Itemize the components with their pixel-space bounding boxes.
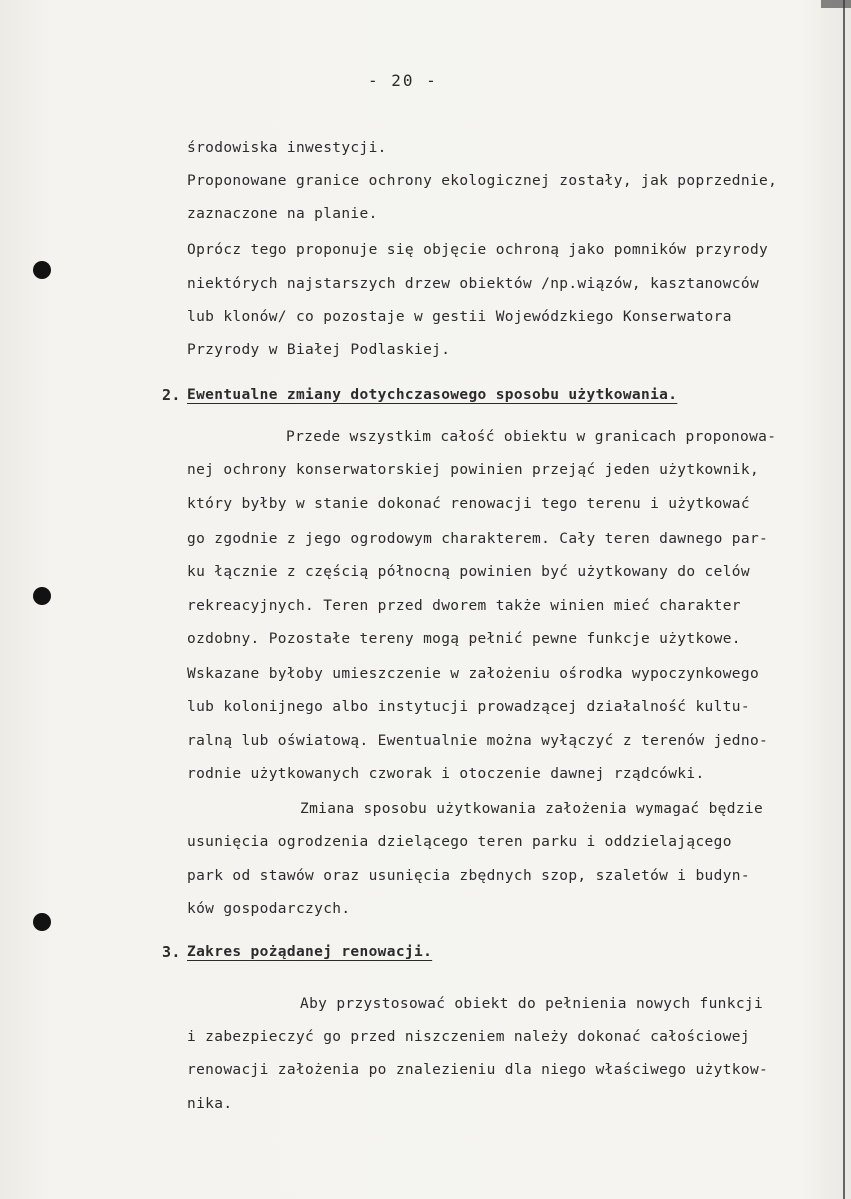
text-line: i zabezpieczyć go przed niszczeniem należy dokonać całościowej bbox=[187, 1029, 750, 1045]
text-line: nej ochrony konserwatorskiej powinien przejąć jeden użytkownik, bbox=[187, 462, 760, 478]
text-line: Przyrody w Białej Podlaskiej. bbox=[187, 342, 451, 358]
text-line: nika. bbox=[187, 1096, 233, 1112]
text-line: go zgodnie z jego ogrodowym charakterem. Cały teren dawnego par- bbox=[187, 531, 769, 547]
text-line: Oprócz tego proponuje się objęcie ochroną jako pomników przyrody bbox=[187, 242, 769, 258]
text-line: ralną lub oświatową. Ewentualnie można wyłączyć z terenów jedno- bbox=[187, 733, 769, 749]
text-line: lub klonów/ co pozostaje w gestii Wojewódzkiego Konserwatora bbox=[187, 309, 732, 325]
section-heading: Zakres pożądanej renowacji. bbox=[187, 944, 433, 960]
text-line: Wskazane byłoby umieszczenie w założeniu ośrodka wypoczynkowego bbox=[187, 666, 760, 682]
text-line: lub kolonijnego albo instytucji prowadzącej działalność kultu- bbox=[187, 699, 750, 715]
text-line: niektórych najstarszych drzew obiektów /np.wiązów, kasztanowców bbox=[187, 276, 760, 292]
text-line: ku łącznie z częścią północną powinien być użytkowany do celów bbox=[187, 564, 750, 580]
text-line: renowacji założenia po znalezieniu dla niego właściwego użytkow- bbox=[187, 1062, 769, 1078]
text-line: Zmiana sposobu użytkowania założenia wymagać będzie bbox=[300, 801, 764, 817]
text-line: ozdobny. Pozostałe tereny mogą pełnić pewne funkcje użytkowe. bbox=[187, 631, 741, 647]
text-line: park od stawów oraz usunięcia zbędnych szop, szaletów i budyn- bbox=[187, 868, 750, 884]
text-line: rodnie użytkowanych czworak i otoczenie dawnej rządcówki. bbox=[187, 766, 705, 782]
punch-hole bbox=[33, 913, 51, 931]
text-line: który byłby w stanie dokonać renowacji tego terenu i użytkować bbox=[187, 496, 750, 512]
text-line: rekreacyjnych. Teren przed dworem także winien mieć charakter bbox=[187, 598, 741, 614]
punch-hole bbox=[33, 261, 51, 279]
page-number: - 20 - bbox=[368, 71, 438, 90]
text-line: zaznaczone na planie. bbox=[187, 206, 378, 222]
section-heading: Ewentualne zmiany dotychczasowego sposobu użytkowania. bbox=[187, 387, 678, 403]
scan-edge-top bbox=[821, 0, 851, 8]
text-line: Przede wszystkim całość obiektu w granicach proponowa- bbox=[286, 429, 777, 445]
scan-edge-right bbox=[843, 0, 845, 1199]
text-line: środowiska inwestycji. bbox=[187, 140, 387, 156]
section-number: 3. bbox=[162, 943, 181, 961]
text-line: usunięcia ogrodzenia dzielącego teren parku i oddzielającego bbox=[187, 834, 732, 850]
text-line: ków gospodarczych. bbox=[187, 901, 351, 917]
punch-hole bbox=[33, 587, 51, 605]
text-line: Proponowane granice ochrony ekologicznej zostały, jak poprzednie, bbox=[187, 173, 778, 189]
text-line: Aby przystosować obiekt do pełnienia nowych funkcji bbox=[300, 996, 764, 1012]
section-number: 2. bbox=[162, 386, 181, 404]
